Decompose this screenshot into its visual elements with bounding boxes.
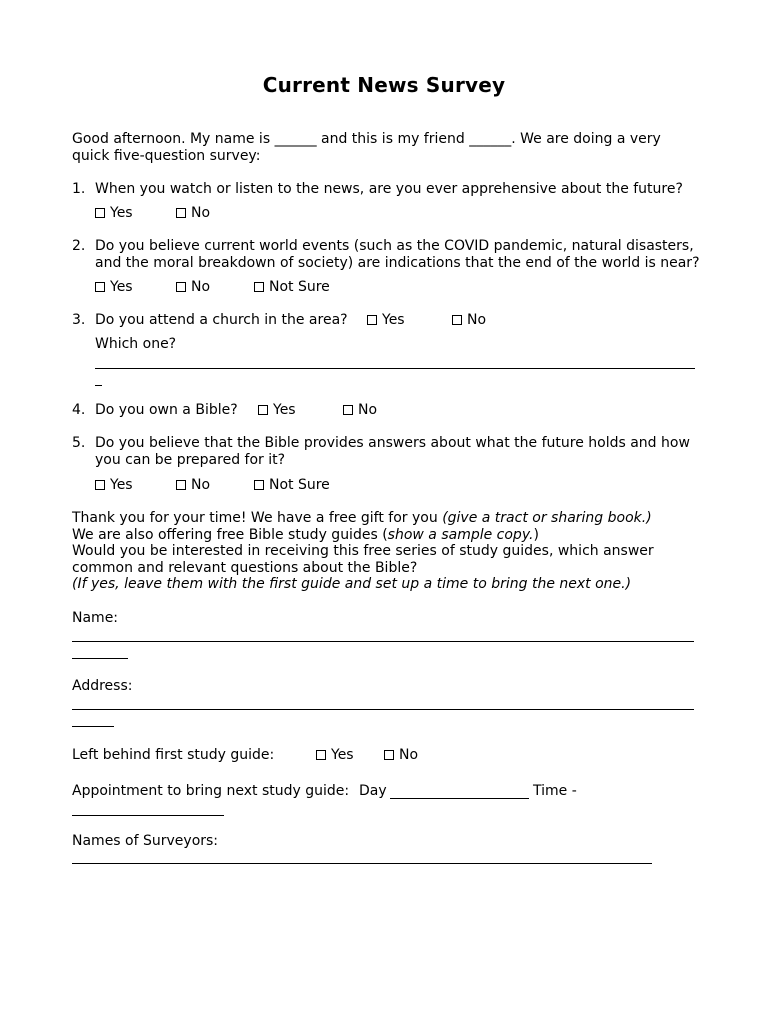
address-field-continuation xyxy=(72,726,114,727)
page-title: Current News Survey xyxy=(262,73,506,97)
question-2-text-line-2: and the moral breakdown of society) are indications that the end of the world is near? xyxy=(95,255,700,271)
question-1-text: When you watch or listen to the news, are you ever apprehensive about the future? xyxy=(95,181,683,197)
question-4-number: 4. xyxy=(72,402,86,418)
checkbox-icon[interactable] xyxy=(316,750,326,760)
day-label: Day xyxy=(359,783,387,799)
time-label: Time - xyxy=(533,783,577,799)
q2-option-no[interactable]: No xyxy=(176,279,210,296)
name-field[interactable] xyxy=(72,641,694,642)
checkbox-icon[interactable] xyxy=(367,315,377,325)
day-field[interactable] xyxy=(390,798,529,799)
checkbox-icon[interactable] xyxy=(176,480,186,490)
left-behind-option-yes[interactable]: Yes xyxy=(316,747,354,764)
question-1-number: 1. xyxy=(72,181,86,197)
checkbox-icon[interactable] xyxy=(176,282,186,292)
q1-option-no[interactable]: No xyxy=(176,205,210,222)
church-name-field[interactable] xyxy=(95,368,695,369)
time-field[interactable] xyxy=(72,815,224,816)
address-field[interactable] xyxy=(72,709,694,710)
checkbox-icon[interactable] xyxy=(95,208,105,218)
name-label: Name: xyxy=(72,610,119,626)
q4-option-yes[interactable]: Yes xyxy=(258,402,296,419)
surveyors-field[interactable] xyxy=(72,863,652,864)
question-3-text: Do you attend a church in the area? xyxy=(95,312,348,328)
appointment-label: Appointment to bring next study guide: xyxy=(72,783,350,799)
question-3-followup-label: Which one? xyxy=(95,336,177,352)
q2-option-not-sure[interactable]: Not Sure xyxy=(254,279,330,296)
checkbox-icon[interactable] xyxy=(384,750,394,760)
closing-line-5: (If yes, leave them with the first guide and set up a time to bring the next one.) xyxy=(72,576,632,592)
question-5-number: 5. xyxy=(72,435,86,451)
question-2-text-line-1: Do you believe current world events (such as the COVID pandemic, natural disasters, xyxy=(95,238,694,254)
intro-line-2: quick five-question survey: xyxy=(72,148,261,164)
checkbox-icon[interactable] xyxy=(176,208,186,218)
q5-option-yes[interactable]: Yes xyxy=(95,477,133,494)
checkbox-icon[interactable] xyxy=(452,315,462,325)
church-name-field-continuation xyxy=(95,385,102,386)
closing-line-4: common and relevant questions about the Bible? xyxy=(72,560,418,576)
checkbox-icon[interactable] xyxy=(343,405,353,415)
q3-option-no[interactable]: No xyxy=(452,312,486,329)
q4-option-no[interactable]: No xyxy=(343,402,377,419)
closing-line-1: Thank you for your time! We have a free gift for you (give a tract or sharing book.) xyxy=(72,510,652,526)
checkbox-icon[interactable] xyxy=(254,282,264,292)
question-3-number: 3. xyxy=(72,312,86,328)
question-4-text: Do you own a Bible? xyxy=(95,402,238,418)
question-5-text-line-1: Do you believe that the Bible provides answers about what the future holds and how xyxy=(95,435,690,451)
left-behind-label: Left behind first study guide: xyxy=(72,747,275,763)
q5-option-not-sure[interactable]: Not Sure xyxy=(254,477,330,494)
surveyors-label: Names of Surveyors: xyxy=(72,833,219,849)
checkbox-icon[interactable] xyxy=(258,405,268,415)
q3-option-yes[interactable]: Yes xyxy=(367,312,405,329)
q1-option-yes[interactable]: Yes xyxy=(95,205,133,222)
closing-line-3: Would you be interested in receiving this free series of study guides, which answer xyxy=(72,543,654,559)
checkbox-icon[interactable] xyxy=(95,282,105,292)
checkbox-icon[interactable] xyxy=(254,480,264,490)
question-2-number: 2. xyxy=(72,238,86,254)
q2-option-yes[interactable]: Yes xyxy=(95,279,133,296)
question-5-text-line-2: you can be prepared for it? xyxy=(95,452,286,468)
q5-option-no[interactable]: No xyxy=(176,477,210,494)
name-field-continuation xyxy=(72,658,128,659)
checkbox-icon[interactable] xyxy=(95,480,105,490)
closing-line-2: We are also offering free Bible study guides (show a sample copy.) xyxy=(72,527,539,543)
intro-line-1: Good afternoon. My name is ______ and this is my friend ______. We are doing a very xyxy=(72,131,661,147)
address-label: Address: xyxy=(72,678,133,694)
left-behind-option-no[interactable]: No xyxy=(384,747,418,764)
